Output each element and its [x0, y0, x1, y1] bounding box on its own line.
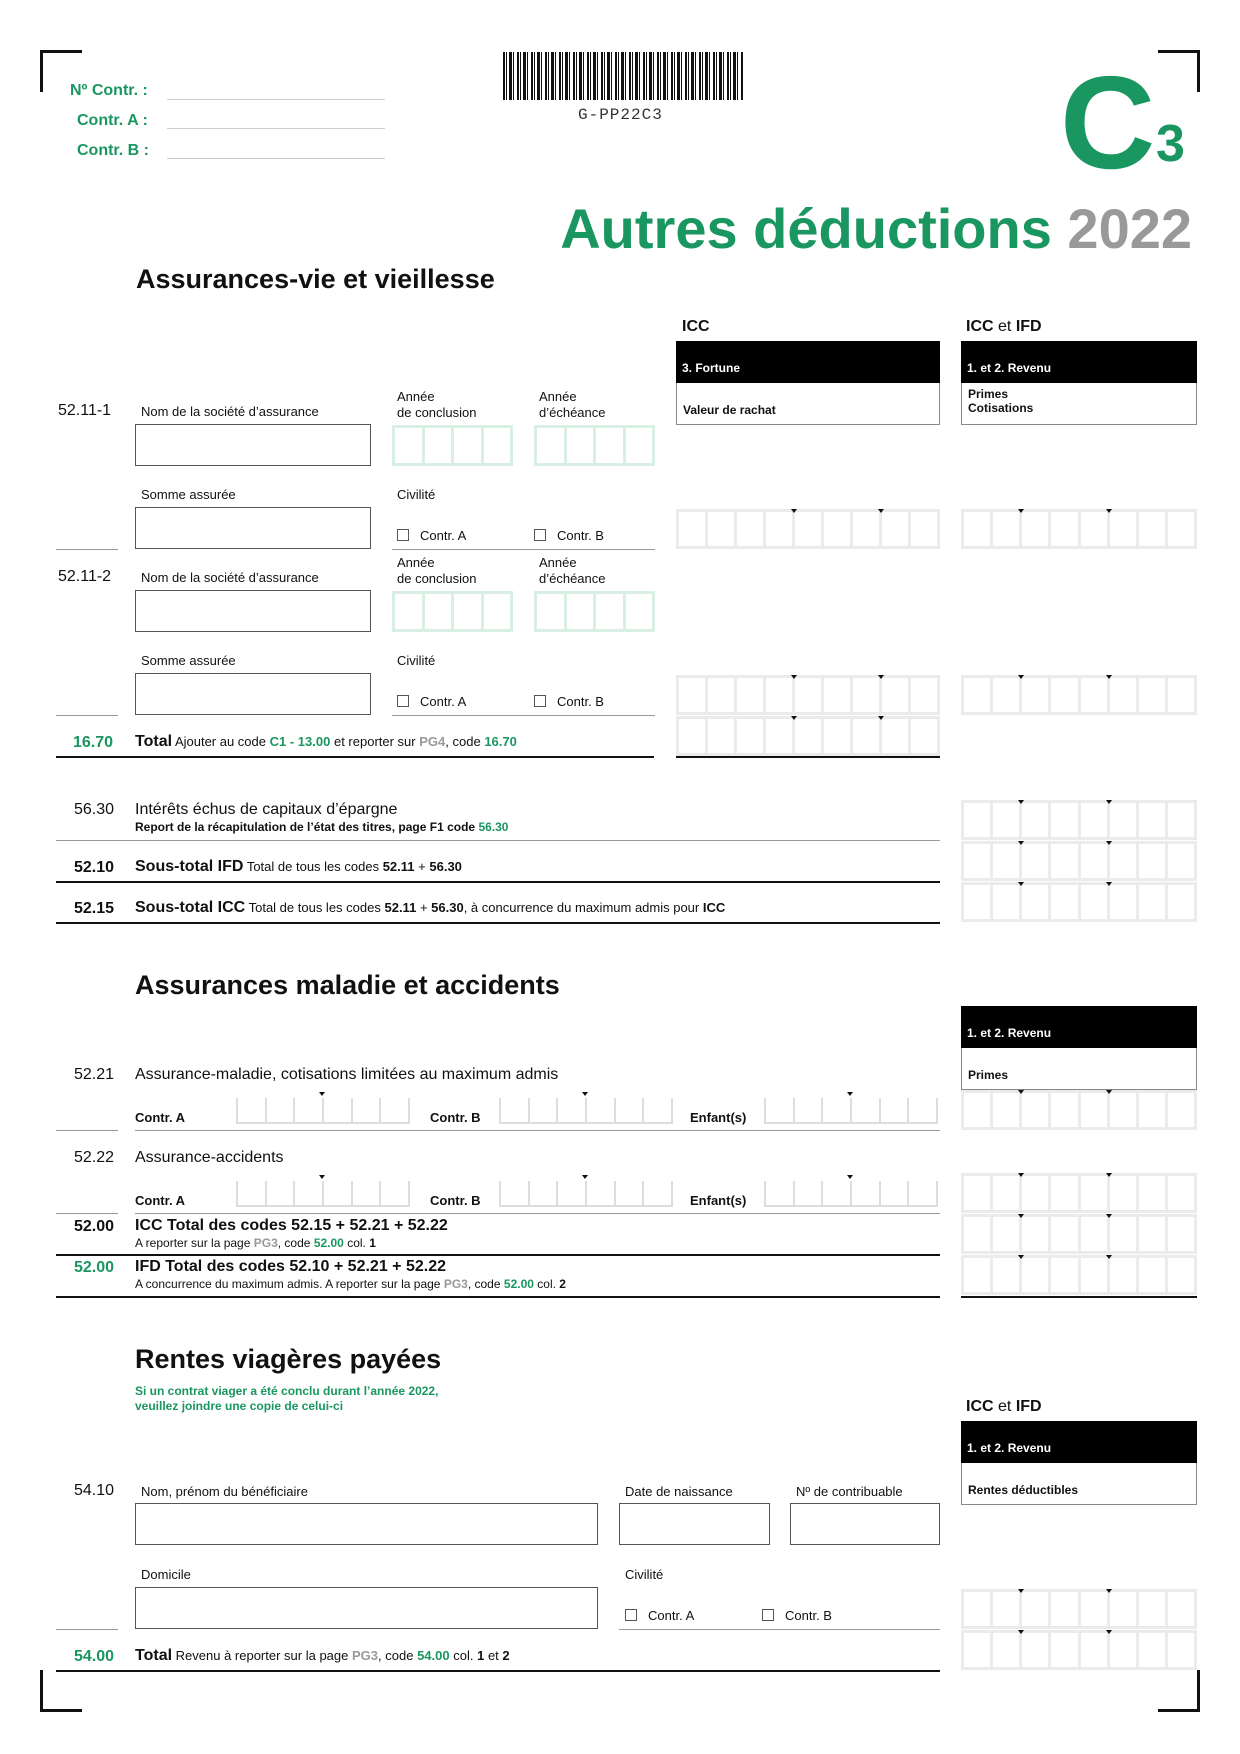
- maladie-enfants-label: Enfant(s): [690, 1110, 747, 1125]
- maladie-contr-a-input[interactable]: [236, 1098, 410, 1124]
- maladie-contr-b-label: Contr. B: [430, 1110, 481, 1125]
- annee-conclusion-input-1[interactable]: [392, 425, 513, 466]
- ifd-total-sub: [135, 1277, 566, 1291]
- rentes-civilite-label: Civilité: [625, 1567, 664, 1582]
- icc-sub-text-2: , code: [277, 1236, 311, 1250]
- rentes-code: 54.10: [74, 1482, 115, 1499]
- rentes-total-input[interactable]: [961, 1630, 1197, 1670]
- rentes-total-text-3: col.: [453, 1648, 474, 1663]
- col-icc-ifd-b: et: [998, 318, 1012, 335]
- annee-label-1: [397, 389, 477, 421]
- annee-label-1-a: Année: [397, 389, 435, 404]
- rentes-contribuable-label: Nº de contribuable: [796, 1484, 903, 1499]
- st-ifd-label: Sous-total IFD: [135, 858, 244, 875]
- accidents-contr-b-label: Contr. B: [430, 1193, 481, 1208]
- annee-echeance-input-1[interactable]: [534, 425, 655, 466]
- annee-label-1-b: de conclusion: [397, 405, 477, 420]
- st-ifd-input[interactable]: [961, 841, 1197, 881]
- echeance-label-1-a: Année: [539, 389, 577, 404]
- rentes-total-code-ref: 54.00: [417, 1648, 450, 1663]
- corner-mark-br: [1158, 1670, 1200, 1712]
- row-divider: [56, 840, 940, 841]
- rentes-total-text-4: 1: [477, 1648, 485, 1663]
- rentes-col-label: [966, 1398, 1042, 1416]
- icc-total-underline: [56, 1254, 940, 1256]
- ifd-sub-col: 2: [559, 1277, 566, 1291]
- page-title: [560, 196, 1192, 261]
- barcode: [503, 52, 743, 100]
- col-cotisations-text: Cotisations: [968, 401, 1034, 415]
- total-text-1: Ajouter au code: [174, 734, 267, 749]
- col-revenu-header: 1. et 2. Revenu: [961, 341, 1197, 383]
- somme-input-1[interactable]: [135, 507, 371, 549]
- ifd-sub-text-1: A concurrence du maximum admis. A reporter sur la page: [135, 1277, 441, 1291]
- ifd-sub-pg: PG3: [443, 1277, 468, 1291]
- icc-total-sub: [135, 1236, 376, 1250]
- rentes-checkbox-contr-b-label: Contr. B: [785, 1608, 832, 1623]
- echeance-label-2-a: Année: [539, 555, 577, 570]
- st-icc-text-4: 56.30: [431, 900, 464, 915]
- rentes-col-b: et: [998, 1398, 1012, 1415]
- st-ifd-underline: [56, 881, 940, 883]
- icc-total-code: 52.00: [74, 1218, 115, 1235]
- somme-input-2[interactable]: [135, 673, 371, 715]
- page-title-text: Autres déductions: [560, 197, 1052, 260]
- rentes-contribuable-input[interactable]: [790, 1503, 940, 1545]
- total-c1-ref: C1 - 13.00: [269, 734, 331, 749]
- st-icc-input[interactable]: [961, 882, 1197, 922]
- accidents-label: Assurance-accidents: [135, 1149, 284, 1166]
- annee-label-2-b: de conclusion: [397, 571, 477, 586]
- somme-label-2: Somme assurée: [141, 653, 236, 668]
- accidents-primes-input[interactable]: [961, 1173, 1197, 1213]
- contr-a-label: Contr. A :: [77, 112, 148, 129]
- st-icc-underline: [56, 922, 940, 924]
- corner-mark-bl: [40, 1670, 82, 1712]
- row-divider: [56, 715, 118, 716]
- form-letter: C: [1060, 49, 1156, 196]
- echeance-label-1-b: d’échéance: [539, 405, 606, 420]
- somme-label-1: Somme assurée: [141, 487, 236, 502]
- total-line-16-70: [135, 733, 517, 751]
- total-label: Total: [135, 733, 173, 750]
- st-icc-text-1: Total de tous les codes: [248, 900, 381, 915]
- col-icc-label: ICC: [682, 318, 710, 335]
- rentes-col-a: ICC: [966, 1398, 994, 1415]
- rentes-nom-label: Nom, prénom du bénéficiaire: [141, 1484, 308, 1499]
- ifd-total-input-underline: [961, 1296, 1197, 1298]
- annee-label-2: [397, 555, 477, 587]
- rentes-checkbox-contr-a-label: Contr. A: [648, 1608, 695, 1623]
- checkbox-contr-a-2[interactable]: [397, 695, 409, 707]
- col-icc-ifd-c: IFD: [1015, 318, 1042, 335]
- ifd-sub-text-3: col.: [537, 1277, 556, 1291]
- row-divider: [56, 1130, 118, 1131]
- rentes-total-line: [135, 1647, 510, 1665]
- rentes-checkbox-contr-a[interactable]: [625, 1609, 637, 1621]
- contr-no-label: Nº Contr. :: [70, 82, 148, 99]
- row-divider: [392, 549, 655, 550]
- ifd-sub-code: 52.00: [503, 1277, 534, 1291]
- rentes-naissance-label: Date de naissance: [625, 1484, 733, 1499]
- checkbox-contr-b-2[interactable]: [534, 695, 546, 707]
- ifd-sub-text-2: , code: [467, 1277, 501, 1291]
- rentes-note-1: Si un contrat viager a été conclu durant l’année 2022,: [135, 1384, 439, 1398]
- rentes-revenu-header: 1. et 2. Revenu: [961, 1421, 1197, 1463]
- accidents-contr-b-input[interactable]: [499, 1181, 673, 1207]
- rentes-input[interactable]: [961, 1589, 1197, 1629]
- maladie-code: 52.21: [74, 1066, 115, 1083]
- valeur-rachat-input-2[interactable]: [676, 675, 940, 715]
- annee-conclusion-input-2[interactable]: [392, 591, 513, 632]
- checkbox-contr-b-2-label: Contr. B: [557, 694, 604, 709]
- icc-sub-col: 1: [369, 1236, 376, 1250]
- page-title-year: 2022: [1067, 197, 1192, 260]
- total-fortune-underline: [676, 756, 940, 758]
- col-icc-ifd-label: [966, 318, 1042, 336]
- echeance-label-1: [539, 389, 606, 421]
- row-divider: [135, 1213, 940, 1214]
- icc-sub-text-3: col.: [347, 1236, 366, 1250]
- total-text-2: et reporter sur: [333, 734, 416, 749]
- st-icc-text-2: 52.11: [384, 900, 417, 915]
- ifd-total-code: 52.00: [74, 1259, 115, 1276]
- annee-label-2-a: Année: [397, 555, 435, 570]
- valeur-rachat-input-1[interactable]: [676, 509, 940, 549]
- st-ifd-text-4: 56.30: [429, 859, 462, 874]
- col-valeur-header: Valeur de rachat: [676, 383, 940, 425]
- st-icc-label: Sous-total ICC: [135, 899, 246, 916]
- checkbox-contr-a-2-label: Contr. A: [420, 694, 467, 709]
- contr-a-field[interactable]: [167, 127, 385, 129]
- interets-code: 56.30: [74, 801, 115, 818]
- rentes-total-underline: [56, 1670, 940, 1672]
- col-fortune-header: 3. Fortune: [676, 341, 940, 383]
- maladie-primes-header: Primes: [961, 1048, 1197, 1090]
- st-ifd-code: 52.10: [74, 859, 115, 876]
- total-code-ref: 16.70: [484, 734, 517, 749]
- rentes-total-text-6: 2: [502, 1648, 510, 1663]
- interets-sub-code: 56.30: [478, 820, 509, 834]
- rentes-note-2: veuillez joindre une copie de celui-ci: [135, 1399, 344, 1413]
- row-divider: [135, 1130, 940, 1131]
- checkbox-contr-a-1-label: Contr. A: [420, 528, 467, 543]
- rentes-total-label: Total: [135, 1647, 173, 1664]
- st-ifd-text-2: 52.11: [382, 859, 415, 874]
- accidents-contr-a-input[interactable]: [236, 1181, 410, 1207]
- col-icc-ifd-a: ICC: [966, 318, 994, 335]
- maladie-contr-a-label: Contr. A: [135, 1110, 186, 1125]
- maladie-label: Assurance-maladie, cotisations limitées au maximum admis: [135, 1066, 559, 1083]
- rentes-total-pg: PG3: [352, 1648, 379, 1663]
- st-icc-line: [135, 899, 725, 917]
- total-pg4-ref: PG4: [419, 734, 446, 749]
- icc-sub-code: 52.00: [313, 1236, 344, 1250]
- echeance-label-2: [539, 555, 606, 587]
- accidents-enfants-input[interactable]: [764, 1181, 938, 1207]
- interets-sub: [135, 820, 508, 834]
- st-icc-code: 52.15: [74, 900, 115, 917]
- row-code-52-11-2: 52.11-2: [58, 568, 112, 585]
- maladie-primes-input[interactable]: [961, 1090, 1197, 1130]
- checkbox-contr-b-1-label: Contr. B: [557, 528, 604, 543]
- section-title-vie: Assurances-vie et vieillesse: [136, 264, 495, 294]
- accidents-enfants-label: Enfant(s): [690, 1193, 747, 1208]
- st-icc-text-6: ICC: [702, 900, 726, 915]
- checkbox-contr-b-1[interactable]: [534, 529, 546, 541]
- row-divider: [619, 1629, 940, 1630]
- ifd-total-label: IFD Total des codes 52.10 + 52.21 + 52.22: [135, 1258, 446, 1275]
- interets-sub-text: Report de la récapitulation de l’état des titres, page F1 code: [135, 820, 476, 834]
- barcode-text: G-PP22C3: [578, 106, 663, 124]
- row-divider: [56, 1629, 118, 1630]
- maladie-enfants-input[interactable]: [764, 1098, 938, 1124]
- icc-sub-pg: PG3: [253, 1236, 278, 1250]
- contr-b-field[interactable]: [167, 157, 385, 159]
- accidents-code: 52.22: [74, 1149, 115, 1166]
- row-divider: [56, 549, 118, 550]
- rentes-domicile-label: Domicile: [141, 1567, 191, 1582]
- corner-mark-tr: [1158, 50, 1200, 92]
- row-divider: [392, 715, 655, 716]
- icc-sub-text-1: A reporter sur la page: [135, 1236, 251, 1250]
- civilite-label-1: Civilité: [397, 487, 436, 502]
- ifd-total-input[interactable]: [961, 1255, 1197, 1295]
- col-primes-header: [961, 383, 1197, 425]
- row-divider: [56, 1213, 118, 1214]
- section-title-maladie: Assurances maladie et accidents: [135, 970, 560, 1000]
- echeance-label-2-b: d’échéance: [539, 571, 606, 586]
- rentes-naissance-input[interactable]: [619, 1503, 770, 1545]
- contr-b-label: Contr. B :: [77, 142, 149, 159]
- total-underline: [56, 756, 654, 758]
- nom-input-2[interactable]: [135, 590, 371, 632]
- rentes-nom-input[interactable]: [135, 1503, 598, 1545]
- rentes-total-code: 54.00: [74, 1648, 115, 1665]
- rentes-total-text-1: Revenu à reporter sur la page: [175, 1648, 349, 1663]
- row-code-52-11-1: 52.11-1: [58, 402, 112, 419]
- nom-label-1: Nom de la société d’assurance: [141, 404, 319, 419]
- primes-input-2[interactable]: [961, 675, 1197, 715]
- col-primes-text: Primes: [968, 387, 1009, 401]
- accidents-contr-a-label: Contr. A: [135, 1193, 186, 1208]
- checkbox-contr-a-1[interactable]: [397, 529, 409, 541]
- ifd-total-underline: [56, 1296, 940, 1298]
- rentes-domicile-input[interactable]: [135, 1587, 598, 1629]
- rentes-col-c: IFD: [1015, 1398, 1042, 1415]
- st-icc-text-3: +: [419, 900, 428, 915]
- rentes-checkbox-contr-b[interactable]: [762, 1609, 774, 1621]
- icc-total-label: ICC Total des codes 52.15 + 52.21 + 52.22: [135, 1217, 448, 1234]
- nom-input-1[interactable]: [135, 424, 371, 466]
- rentes-total-text-2: , code: [378, 1648, 414, 1663]
- interets-input[interactable]: [961, 800, 1197, 840]
- total-code-16-70: 16.70: [73, 734, 114, 751]
- civilite-label-2: Civilité: [397, 653, 436, 668]
- st-ifd-text-3: +: [418, 859, 426, 874]
- primes-input-1[interactable]: [961, 509, 1197, 549]
- interets-label: Intérêts échus de capitaux d’épargne: [135, 801, 398, 818]
- annee-echeance-input-2[interactable]: [534, 591, 655, 632]
- st-ifd-line: [135, 858, 462, 876]
- maladie-revenu-header: 1. et 2. Revenu: [961, 1006, 1197, 1048]
- section-title-rentes: Rentes viagères payées: [135, 1344, 442, 1374]
- st-icc-text-5: , à concurrence du maximum admis pour: [463, 900, 700, 915]
- contr-no-field[interactable]: [167, 98, 385, 100]
- total-fortune-input[interactable]: [676, 716, 940, 756]
- rentes-deductibles-header: Rentes déductibles: [961, 1463, 1197, 1505]
- icc-total-input[interactable]: [961, 1214, 1197, 1254]
- st-ifd-text-1: Total de tous les codes: [246, 859, 380, 874]
- total-text-3: , code: [445, 734, 481, 749]
- form-number: 3: [1156, 115, 1185, 173]
- rentes-total-text-5: et: [487, 1648, 499, 1663]
- rentes-note: [135, 1384, 438, 1414]
- maladie-contr-b-input[interactable]: [499, 1098, 673, 1124]
- nom-label-2: Nom de la société d’assurance: [141, 570, 319, 585]
